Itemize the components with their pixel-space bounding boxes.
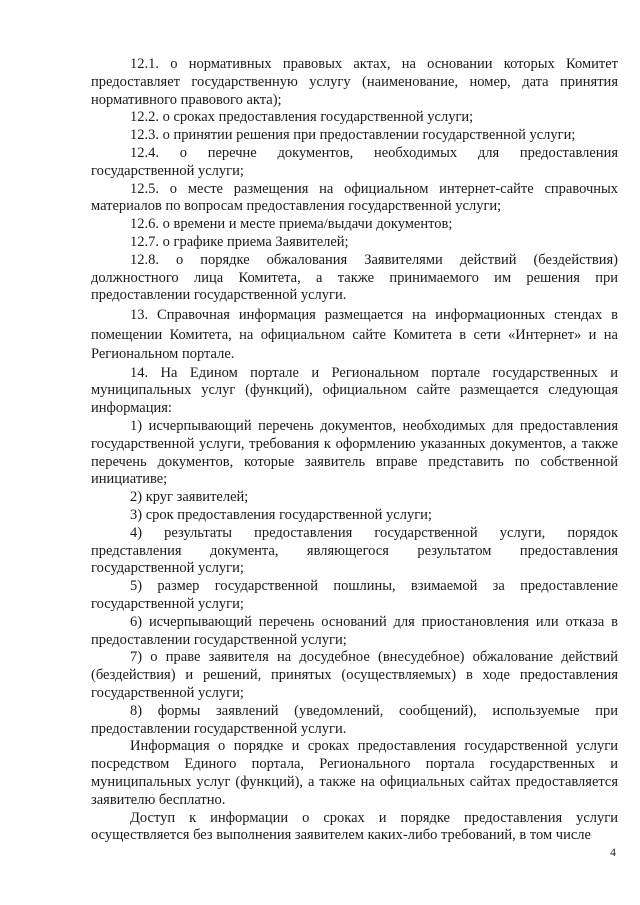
paragraph-12-4: 12.4. о перечне документов, необходимых для предоставления государственной услуги; <box>91 144 618 179</box>
document-page <box>91 56 618 845</box>
paragraph-12-1: 12.1. о нормативных правовых актах, на основании которых Комитет предоставляет государственную услугу (наименование, номер, дата принятия нормативного правового акта); <box>91 56 618 108</box>
list-item-6: 6) исчерпывающий перечень оснований для приостановления или отказа в предоставлении государственной услуги; <box>91 613 618 648</box>
list-item-4: 4) результаты предоставления государственной услуги, порядок представления документа, являющегося результатом предоставления государственной услуги; <box>91 524 618 577</box>
page-number: 4 <box>610 845 616 859</box>
paragraph-12-3: 12.3. о принятии решения при предоставлении государственной услуги; <box>130 127 576 144</box>
paragraph-info-free: Информация о порядке и сроках предоставления государственной услуги посредством Единого портала, Регионального портала государственных и муниципальных услуг (функций), а также на официальных сайтах предоставляется заявителю бесплатно. <box>91 738 618 808</box>
list-item-8: 8) формы заявлений (уведомлений, сообщений), используемые при предоставлении государственной услуги. <box>91 702 618 737</box>
list-item-1: 1) исчерпывающий перечень документов, необходимых для предоставления государственной услуги, требования к оформлению указанных документов, а также перечень документов, которые заявитель вправе представить по собственной инициативе; <box>91 418 618 488</box>
list-item-5: 5) размер государственной пошлины, взимаемой за предоставление государственной услуги; <box>91 578 618 613</box>
paragraph-12-6: 12.6. о времени и месте приема/выдачи документов; <box>130 216 453 233</box>
list-item-2: 2) круг заявителей; <box>130 489 249 506</box>
paragraph-12-8: 12.8. о порядке обжалования Заявителями действий (бездействия) должностного лица Комитета, а также принимаемого им решения при предоставлении государственной услуги. <box>91 251 618 304</box>
paragraph-12-2: 12.2. о сроках предоставления государственной услуги; <box>130 109 474 126</box>
paragraph-12-7: 12.7. о графике приема Заявителей; <box>130 233 349 250</box>
paragraph-13: 13. Справочная информация размещается на информационных стендах в помещении Комитета, на официальном сайте Комитета в сети «Интернет» и на Региональном портале. <box>91 307 618 363</box>
list-item-3: 3) срок предоставления государственной услуги; <box>130 507 432 524</box>
paragraph-access: Доступ к информации о сроках и порядке предоставления услуги осуществляется без выполнения заявителем каких-либо требований, в том числе <box>91 809 618 844</box>
paragraph-12-5: 12.5. о месте размещения на официальном интернет-сайте справочных материалов по вопросам предоставления государственной услуги; <box>91 180 618 215</box>
paragraph-14: 14. На Едином портале и Региональном портале государственных и муниципальных услуг (функций), официальном сайте размещается следующая информация: <box>91 364 618 417</box>
list-item-7: 7) о праве заявителя на досудебное (внесудебное) обжалование действий (бездействия) и решений, принятых (осуществляемых) в ходе предоставления государственной услуги; <box>91 649 618 701</box>
